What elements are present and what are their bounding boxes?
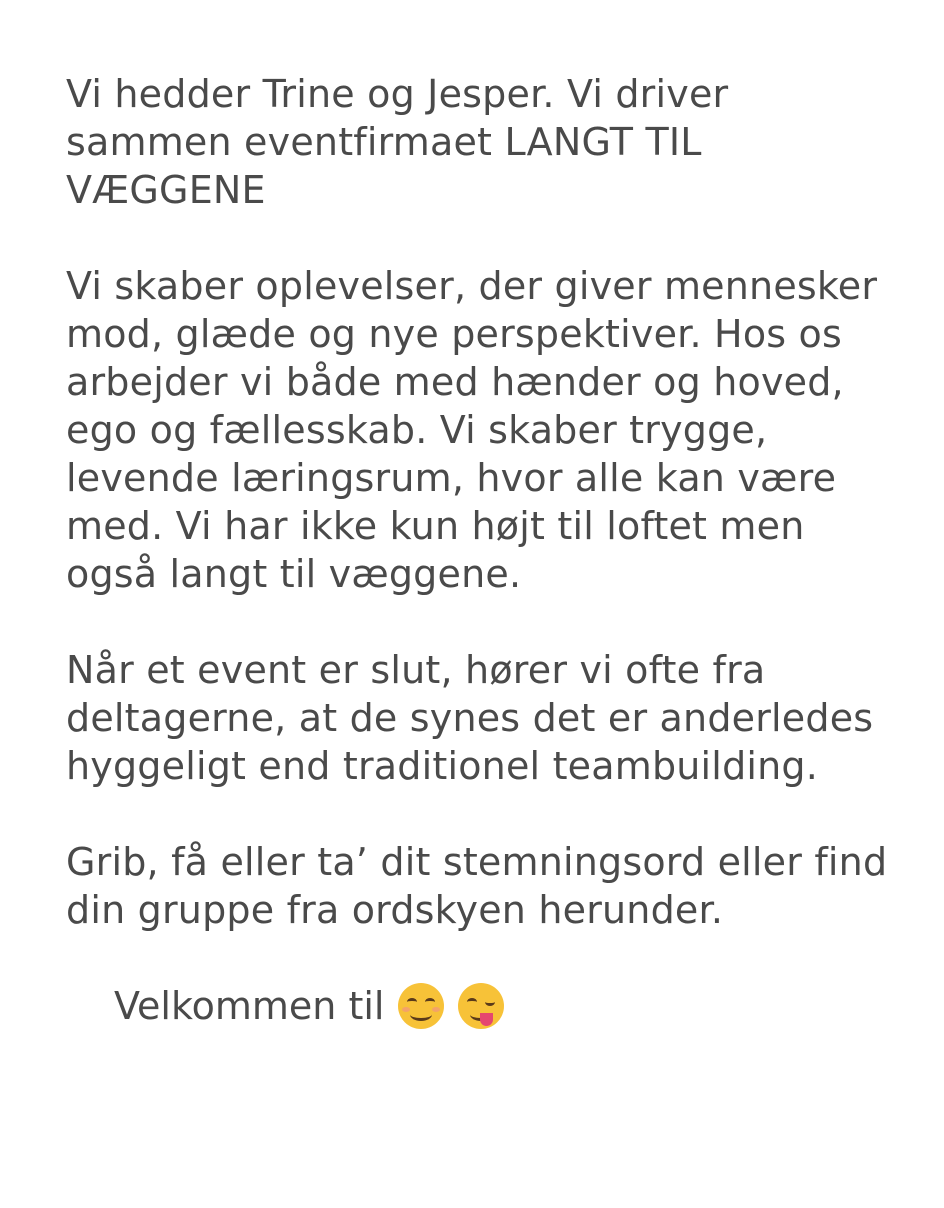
smiling-face-icon: [398, 983, 444, 1029]
face-savoring-food-icon: [458, 983, 504, 1029]
intro-paragraph-2: Vi skaber oplevelser, der giver mennesker mod, glæde og nye perspektiver. Hos os arbejder vi både med hænder og hoved, ego og fællesskab. Vi skaber trygge, levende læringsrum, hvor alle kan være med. Vi har ikke kun højt til loftet men også langt til væggene.: [66, 264, 878, 596]
intro-paragraph-3: Når et event er slut, hører vi ofte fra deltagerne, at de synes det er anderledes hyggeligt end traditionel teambuilding.: [66, 648, 874, 788]
welcome-text: Velkommen til: [114, 984, 385, 1028]
welcome-line: [114, 982, 896, 1030]
intro-paragraph-4: Grib, få eller ta’ dit stemningsord eller find din gruppe fra ordskyen herunder.: [66, 840, 888, 932]
intro-paragraph-1: Vi hedder Trine og Jesper. Vi driver sammen eventfirmaet LANGT TIL VÆGGENE: [66, 72, 729, 212]
intro-content: [66, 70, 896, 1030]
